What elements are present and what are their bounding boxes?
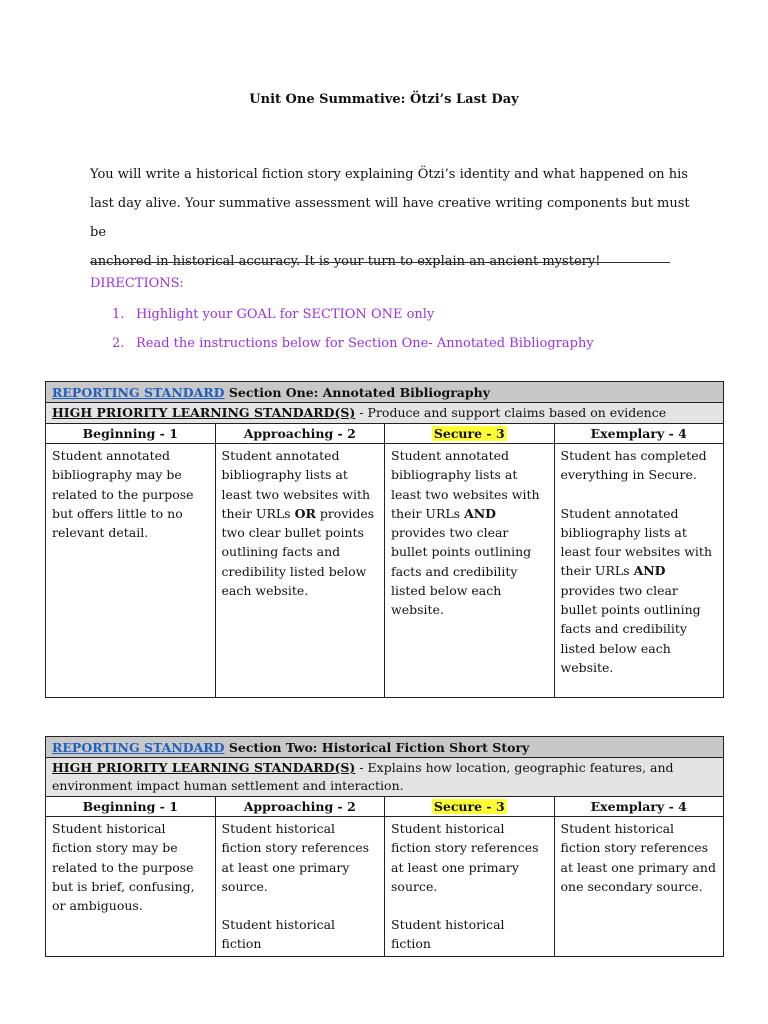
cell-approaching bbox=[215, 817, 385, 957]
cell-text: Student annotated bibliography lists at least two websites with their URLs bbox=[221, 448, 371, 521]
learning-standard-text: - Produce and support claims based on evidence bbox=[355, 405, 667, 420]
cell-beginning: Student annotated bibliography may be related to the purpose but offers little to no relevant detail. bbox=[46, 444, 216, 698]
cell-secure bbox=[385, 444, 555, 698]
reporting-standard-link[interactable]: REPORTING STANDARD bbox=[52, 384, 225, 400]
level-exemplary: Exemplary - 4 bbox=[554, 424, 724, 444]
direction-number: 1. bbox=[112, 307, 125, 322]
cell-text: provides two clear bullet points outlining facts and credibility listed below each website. bbox=[391, 525, 532, 618]
cell-paragraph bbox=[561, 504, 718, 678]
level-secure bbox=[385, 797, 555, 817]
learning-standard-row bbox=[46, 758, 724, 797]
horizontal-rule bbox=[90, 262, 670, 263]
cell-paragraph: Student historical fiction bbox=[391, 917, 505, 952]
learning-standard-label: HIGH PRIORITY LEARNING STANDARD(S) bbox=[52, 760, 356, 775]
cell-exemplary: Student historical fiction story references at least one primary and one secondary source. bbox=[554, 817, 724, 957]
level-approaching: Approaching - 2 bbox=[215, 797, 385, 817]
directions-label: DIRECTIONS: bbox=[90, 276, 184, 291]
reporting-standard-row bbox=[46, 737, 724, 758]
cell-exemplary bbox=[554, 444, 724, 698]
level-secure bbox=[385, 424, 555, 444]
intro-paragraph bbox=[90, 160, 690, 276]
level-secure-highlight: Secure - 3 bbox=[433, 426, 505, 441]
cell-text: Student annotated bibliography lists at least four websites with their URLs bbox=[560, 505, 713, 579]
cell-secure bbox=[385, 817, 555, 957]
document-title: Unit One Summative: Ötzi’s Last Day bbox=[249, 92, 519, 107]
learning-standard-text: - Explains how location, geographic features, and environment impact human settlement and interaction. bbox=[52, 760, 674, 793]
level-secure-highlight: Secure - 3 bbox=[433, 799, 505, 814]
level-beginning: Beginning - 1 bbox=[46, 797, 216, 817]
rubric-table-section-one bbox=[45, 381, 724, 698]
intro-line: You will write a historical fiction story explaining Ötzi’s identity and what happened on his bbox=[90, 167, 688, 182]
paragraph-gap bbox=[222, 896, 379, 915]
reporting-standard-link[interactable]: REPORTING STANDARD bbox=[52, 739, 225, 755]
level-header-row bbox=[46, 424, 724, 444]
cell-emphasis: AND bbox=[633, 563, 666, 579]
level-beginning: Beginning - 1 bbox=[46, 424, 216, 444]
cell-text: provides two clear bullet points outlining facts and credibility listed below each website. bbox=[221, 505, 375, 599]
criteria-row bbox=[46, 817, 724, 957]
directions-list bbox=[112, 306, 594, 364]
intro-line: anchored in historical accuracy. It is your turn to explain an ancient mystery! bbox=[90, 254, 601, 269]
direction-number: 2. bbox=[112, 336, 125, 351]
cell-text: Student annotated bibliography lists at least two websites with their URLs bbox=[391, 448, 540, 521]
intro-line: last day alive. Your summative assessment will have creative writing components but must be bbox=[90, 196, 690, 240]
paragraph-gap bbox=[391, 896, 548, 915]
cell-paragraph: Student historical fiction story references at least one primary source. bbox=[391, 821, 539, 894]
cell-emphasis: AND bbox=[464, 505, 497, 521]
direction-item bbox=[112, 306, 594, 335]
direction-text: Highlight your GOAL for SECTION ONE only bbox=[136, 307, 435, 322]
direction-text: Read the instructions below for Section One- Annotated Bibliography bbox=[136, 336, 594, 351]
cell-text: provides two clear bullet points outlining facts and credibility listed below each website. bbox=[560, 582, 701, 675]
learning-standard-row bbox=[46, 403, 724, 424]
reporting-standard-row bbox=[46, 382, 724, 403]
cell-paragraph: Student historical fiction story references at least one primary source. bbox=[221, 821, 370, 894]
cell-beginning: Student historical fiction story may be related to the purpose but is brief, confusing, or ambiguous. bbox=[46, 817, 216, 957]
paragraph-gap bbox=[561, 485, 718, 504]
direction-item bbox=[112, 335, 594, 364]
reporting-standard-title: Section Two: Historical Fiction Short Story bbox=[228, 739, 530, 755]
cell-approaching bbox=[215, 444, 385, 698]
cell-emphasis: OR bbox=[294, 505, 316, 521]
reporting-standard-title: Section One: Annotated Bibliography bbox=[228, 384, 490, 400]
cell-paragraph: Student historical fiction bbox=[221, 917, 336, 952]
level-header-row bbox=[46, 797, 724, 817]
level-approaching: Approaching - 2 bbox=[215, 424, 385, 444]
learning-standard-label: HIGH PRIORITY LEARNING STANDARD(S) bbox=[52, 405, 356, 420]
cell-paragraph: Student has completed everything in Secure. bbox=[560, 448, 707, 483]
rubric-table-section-two bbox=[45, 736, 724, 957]
criteria-row bbox=[46, 444, 724, 698]
level-exemplary: Exemplary - 4 bbox=[554, 797, 724, 817]
